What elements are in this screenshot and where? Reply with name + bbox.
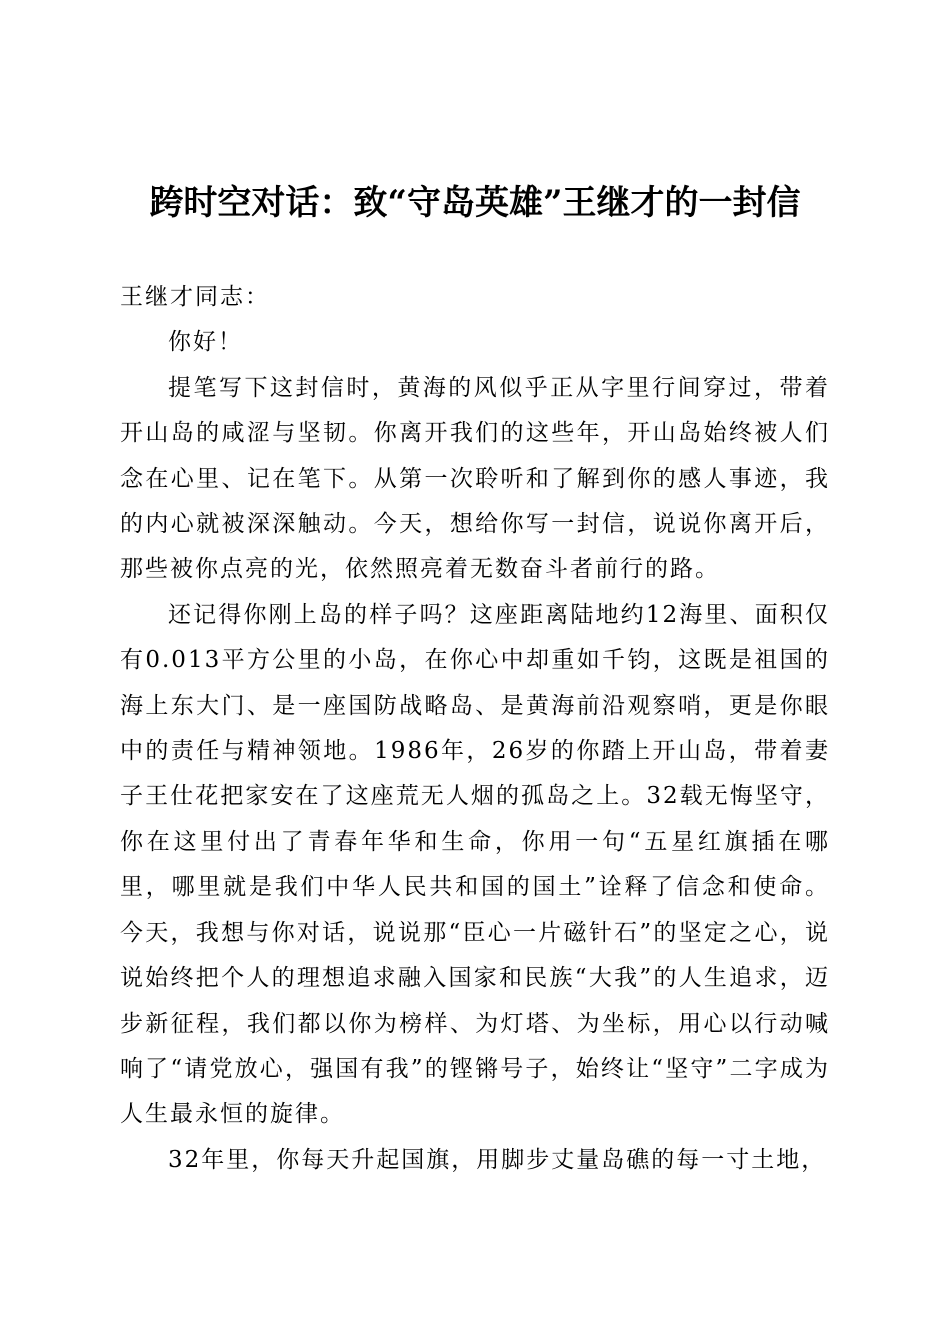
greeting: 你好！ [168,329,243,356]
paragraph-1: 提笔写下这封信时，黄海的风似乎正从字里行间穿过，带着开山岛的咸涩与坚韧。你离开我们的这些年，开山岛始终被人们念在心里、记在笔下。从第一次聆听和了解到你的感人事迹，我的内心就被深深触动。今天，想给你写一封信，说说你离开后，那些被你点亮的光，依然照亮着无数奋斗者前行的路。 [120,374,830,583]
document-title: 跨时空对话：致“守岛英雄”王继才的一封信 [149,183,801,223]
salutation: 王继才同志： [120,284,270,310]
letter-body [120,275,830,1183]
paragraph-2: 还记得你刚上岛的样子吗？这座距离陆地约12海里、面积仅有0.013平方公里的小岛，在你心中却重如千钧，这既是祖国的海上东大门、是一座国防战略岛、是黄海前沿观察哨，更是你眼中的责任与精神领地。1986年，26岁的你踏上开山岛，带着妻子王仕花把家安在了这座荒无人烟的孤岛之上。32载无悔坚守，你在这里付出了青春年华和生命，你用一句“五星红旗插在哪里，哪里就是我们中华人民共和国的国土”诠释了信念和使命。今天，我想与你对话，说说那“臣心一片磁针石”的坚定之心，说说始终把个人的理想追求融入国家和民族“大我”的人生追求，迈步新征程，我们都以你为榜样、为灯塔、为坐标，用心以行动喊响了“请党放心，强国有我”的铿锵号子，始终让“坚守”二字成为人生最永恒的旋律。 [120,601,830,1128]
paragraph-3: 32年里，你每天升起国旗，用脚步丈量岛礁的每一寸土地， [168,1146,827,1173]
